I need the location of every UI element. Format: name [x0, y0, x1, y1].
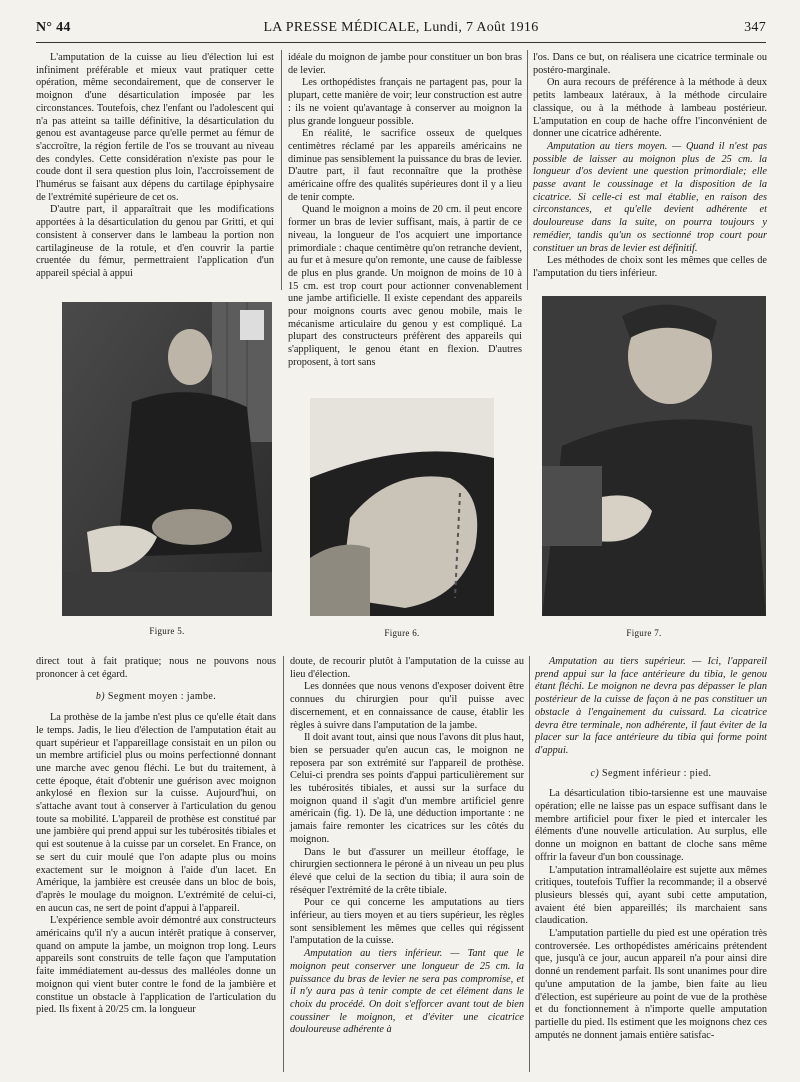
column-divider: [281, 50, 282, 290]
section-title: Segment moyen : jambe.: [107, 691, 217, 703]
paragraph: La prothèse de la jambe n'est plus ce qu'elle était dans le temps. Jadis, le lieu d'élection de l'amputation était au quart supérieur et l'appareillage consistait en un pilon ou un membre artificiel plus ou moins perfectionné donnant une marche avec genou fléchi. Le but du traitement, à cette époque, était d'obtenir une guérison avec moignon ankylosé en flexion sur la cuisse. Aujourd'hui, on s'attache avant tout à conserver à l'articulation du genou toute sa mobilité. L'appareil de prothèse est constitué par une jambière qui prend appui sur les tubérosités tibiales et qui est soutenue à la cuisse par un corselet. En France, on se sert du cuir moulé que l'on adapte plus ou moins exactement sur le moignon à l'aide d'un lacet. En Amérique, la jambière est creusée dans un bloc de bois, d'après le moulage du moignon. L'extrémité de celui-ci, en aucun cas, ne sert de point d'appui à l'appareil.: [36, 712, 276, 914]
paragraph: Amputation au tiers moyen. — Quand il n'est pas possible de laisser au moignon plus de 25 cm. la longueur d'os devient une question primordiale; elle passe avant le coussinage et la disposition de la cicatrice. Si celle-ci est mal établie, en raison des circonstances, et qu'elle devient adhérente et douloureuse dans la suite, on pourra toujours y remédier, tandis qu'un os sectionné trop court pour constituer un bras de levier est définitif.: [533, 140, 767, 254]
paragraph: Pour ce qui concerne les amputations au tiers inférieur, au tiers moyen et au tiers supérieur, les règles sont sensiblement les mêmes que celles qui régissent l'amputation de la cuisse.: [290, 897, 524, 947]
figure-6-caption: Figure 6.: [384, 628, 420, 638]
page-number: 347: [744, 20, 766, 35]
issue-number: N° 44: [36, 20, 71, 35]
paragraph: direct tout à fait pratique; nous ne pouvons nous prononcer à cet égard.: [36, 656, 276, 680]
running-header: [36, 20, 766, 42]
paragraph: L'expérience semble avoir démontré aux constructeurs américains qu'il n'y a aucun intérêt pratique à conserver, quand on ampute la jambe, un moignon trop long. Leurs appareils sont construits de telle façon que l'amputation faite immédiatement au-dessus des malléoles donne un moignon qui vient buter contre le fond de la jambière et constitue un obstacle à l'application de l'articulation du pied. Ils fixent à 20/25 cm. la longueur: [36, 915, 276, 1016]
section-heading: [36, 691, 276, 704]
header-rule: [36, 42, 766, 43]
paragraph: Les données que nous venons d'exposer doivent être connues du chirurgien pour qu'il puisse avec discernement, et en connaissance de cause, établir les règles à suivre dans l'amputation de la jambe.: [290, 681, 524, 731]
section-letter: b): [95, 691, 105, 703]
paragraph: En réalité, le sacrifice osseux de quelques centimètres réclamé par les appareils américains ne diminue pas sensiblement la puissance du bras de levier. D'autre part, il faut reconnaître que la prothèse américaine offre des qualités supérieures dont il y a lieu de tenir compte.: [288, 128, 522, 203]
paragraph: D'autre part, il apparaîtrait que les modifications apportées à la désarticulation du genou par Gritti, et qui consistent à conserver dans le lambeau la portion non cartilagineuse de la rotule, et d'en couvrir la partie cruentée du fémur, permettraient l'application d'un appareil spécial à appui: [36, 204, 274, 279]
column-divider: [283, 656, 284, 1072]
figure-5-caption: Figure 5.: [149, 626, 185, 636]
section-heading: [535, 768, 767, 781]
journal-title: LA PRESSE MÉDICALE, Lundi, 7 Août 1916: [263, 20, 539, 35]
figure-5-photo: [62, 302, 272, 616]
figure-6-photo: [310, 398, 494, 616]
paragraph: On aura recours de préférence à la méthode à deux petits lambeaux latéraux, à la méthode circulaire classique, ou à la méthode à lambeau postérieur. L'amputation en coup de hache offre l'inconvénient de donner une cicatrice adhérente.: [533, 77, 767, 140]
column-divider: [529, 656, 530, 1072]
paragraph: L'amputation de la cuisse au lieu d'élection lui est infiniment préférable et mieux vaut pratiquer cette opération, même secondairement, que de conserver le moignon d'une désarticulation imposée par les circonstances. Toutefois, chez l'enfant ou l'adolescent qui n'a pas atteint sa taille définitive, la désarticulation du genou est avantageuse parce qu'elle permet au fémur de s'accroître, la région fertile de l'os se trouvant au niveau des condyles. Cette considération n'existe pas pour le coude dont il sera question plus loin, l'accroissement de l'humérus se faisant aux dépens du cartilage épiphysaire de l'extrémité supérieure de cet os.: [36, 52, 274, 203]
paragraph: Amputation au tiers supérieur. — Ici, l'appareil prend appui sur la face antérieure du tibia, le genou étant fléchi. Le moignon ne devra pas dépasser le plan postérieur de la cuisse de façon à ne pas constituer un obstacle à l'engainement du cuissard. La cicatrice devra être terminale, non adhérente, il faut éviter de la placer sur la face antérieure du tibia qui forme point d'appui.: [535, 656, 767, 756]
paragraph: Il doit avant tout, ainsi que nous l'avons dit plus haut, bien se persuader qu'en aucun cas, le moignon ne reposera par son extrémité sur l'appareil de prothèse. Celui-ci prendra ses points d'appui particulièrement sur les tubérosités tibiales, et aussi sur la surface du moignon quand il s'agit d'un membre artificiel genre américain (fig. 1). De là, une déduction importante : ne jamais faire remonter les cicatrices sur les côtés du moignon.: [290, 732, 524, 845]
bottom-column-1: [36, 656, 276, 1017]
paragraph: Les orthopédistes français ne partagent pas, pour la plupart, cette manière de voir; leur construction est autre : ils ne voient qu'avantage à conserver au moignon la plus grande longueur possible.: [288, 77, 522, 127]
paragraph: L'amputation partielle du pied est une opération très controversée. Les orthopédistes américains prétendent que, jusqu'à ce jour, aucun appareil n'a pour ainsi dire donné un rendement parfait. Ils sont unanimes pour dire qu'une amputation de la jambe, bien faite au lieu d'élection, est supérieure au point de vue de la prothèse et du fonctionnement à n'importe quelle amputation partielle du pied. Ils estiment que les moignons chez ces amputés ne donnent jamais entière satisfac-: [535, 928, 767, 1041]
paragraph: L'amputation intramalléolaire est sujette aux mêmes critiques, toutefois Tuffier la recommande; il a observé plusieurs blessés qui, ayant subi cette amputation, avaient été bien appareillés; ils marchaient sans claudication.: [535, 864, 767, 927]
figure-7-photo: [542, 296, 766, 616]
paragraph: idéale du moignon de jambe pour constituer un bon bras de levier.: [288, 52, 522, 76]
top-column-2: [288, 52, 522, 370]
paragraph: La désarticulation tibio-tarsienne est une mauvaise opération; elle ne laisse pas un espace suffisant dans le membre artificiel pour fixer le pied et intercaler les éléments d'une nouvelle articulation. Au surplus, elle donne un moignon en battant de cloche sans même offrir la faveur d'un bon coussinage.: [535, 788, 767, 863]
bottom-column-2: [290, 656, 524, 1037]
top-column-1: [36, 52, 274, 281]
top-column-3: [533, 52, 767, 281]
paragraph: Quand le moignon a moins de 20 cm. il peut encore former un bras de levier suffisant, mais, à partir de ce niveau, la longueur de l'os acquiert une importance primordiale : chaque centimètre qu'on retranche devient, au fur et à mesure qu'on remonte, une cause de faiblesse de plus en plus grande. Un moignon de moins de 10 à 15 cm. est trop court pour actionner convenablement une jambe artificielle. Il existe cependant des appareils pour moignons courts avec genou mobile, mais le mécanisme articulaire du genou y est compliqué. La plupart des constructeurs préfèrent des appareils qui s'appliquent, le genou étant en flexion. D'autres proposent, à tort sans: [288, 204, 522, 368]
paragraph: doute, de recourir plutôt à l'amputation de la cuisse au lieu d'élection.: [290, 656, 524, 680]
section-title: Segment inférieur : pied.: [602, 767, 712, 779]
column-divider: [527, 50, 528, 290]
paragraph: l'os. Dans ce but, on réalisera une cicatrice terminale ou postéro-marginale.: [533, 52, 767, 76]
paragraph: Les méthodes de choix sont les mêmes que celles de l'amputation du tiers inférieur.: [533, 255, 767, 279]
bottom-column-3: [535, 656, 767, 1042]
paragraph: Amputation au tiers inférieur. — Tant que le moignon peut conserver une longueur de 25 cm. la puissance du bras de levier ne sera pas compromise, et il n'y aura pas à tenir compte de cet élément dans le choix du procédé. On doit s'efforcer avant tout de bien coussiner le moignon, et d'éviter une cicatrice douloureuse adhérente à: [290, 948, 524, 1036]
section-letter: c): [590, 767, 600, 779]
figure-7-caption: Figure 7.: [626, 628, 662, 638]
paragraph: Dans le but d'assurer un meilleur étoffage, le chirurgien sectionnera le péroné à un niveau un peu plus élevé que celui de la section du tibia; il aura soin de réséquer l'extrémité de la crête tibiale.: [290, 846, 524, 896]
